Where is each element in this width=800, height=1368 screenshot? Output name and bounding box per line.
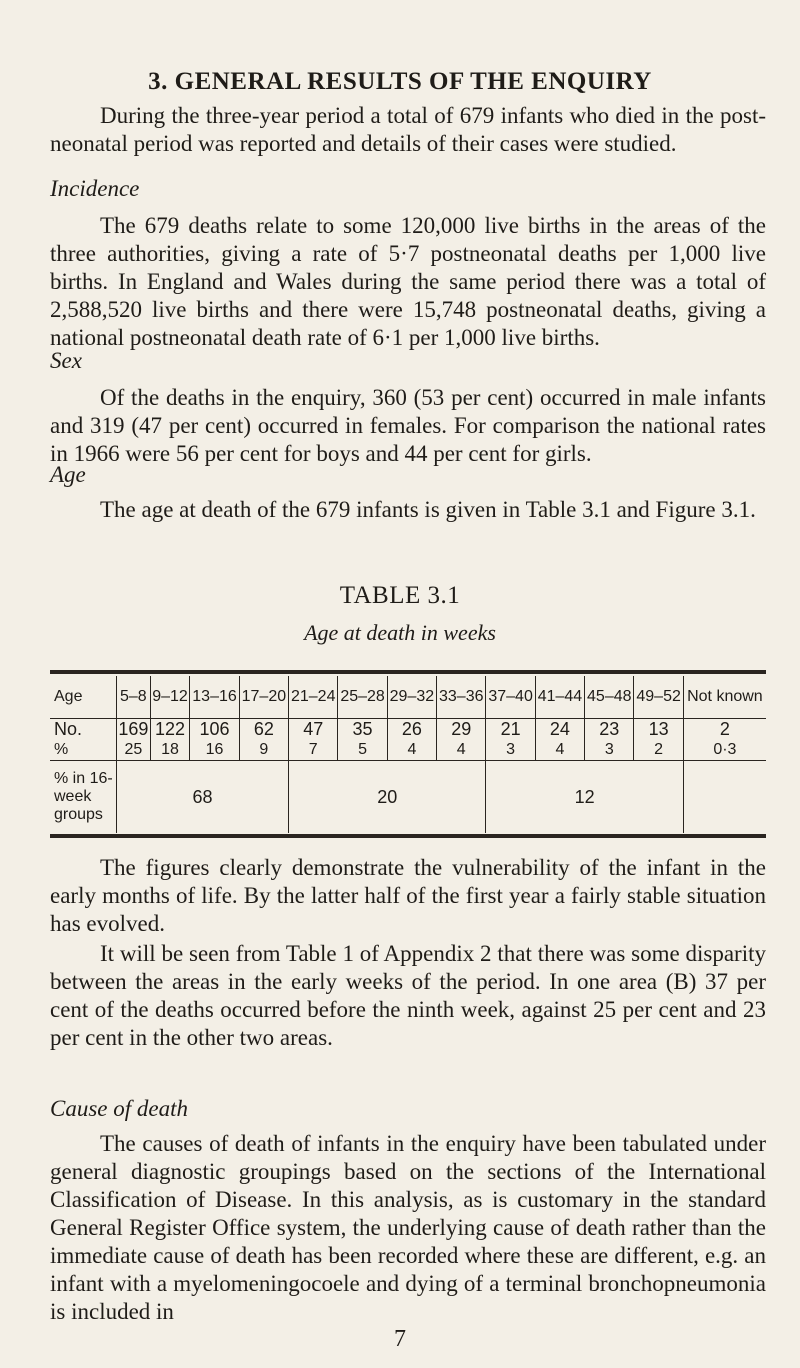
table-cell: 4 (387, 740, 436, 761)
table-cell: 16 (190, 740, 239, 761)
sex-heading: Sex (50, 348, 82, 373)
column-header: 33–36 (437, 676, 486, 719)
page-number: 7 (394, 1326, 406, 1352)
table-cell: 47 (289, 719, 338, 741)
incidence-paragraph: The 679 deaths relate to some 120,000 live births in the areas of the three authorities, giving a rate of 5·7 postneonatal deaths per 1,000 live births. In England and Wales during the same period there was a total of 2,588,520 live births and there were 15,748 postneonatal deaths, giving a national postneonatal death rate of 6·1 per 1,000 live births. (50, 213, 766, 350)
column-header: Not known (683, 676, 766, 719)
column-header: 25–28 (338, 676, 387, 719)
table-cell: 13 (634, 719, 683, 741)
column-header: 5–8 (117, 676, 151, 719)
table-cell: 25 (117, 740, 151, 761)
table-cell: 18 (150, 740, 190, 761)
row-label-pct: % (50, 740, 117, 761)
discussion-paragraph-2: It will be seen from Table 1 of Appendix 2 that there was some disparity between the areas in the early weeks of the period. In one area (B) 37 per cent of the deaths occurred before the ninth week, against 25 per cent and 23 per cent in the other two areas. (50, 941, 766, 1050)
table-cell: 26 (387, 719, 436, 741)
table-cell-empty (683, 761, 766, 834)
column-header: 9–12 (150, 676, 190, 719)
column-header: 37–40 (486, 676, 535, 719)
section-heading: 3. GENERAL RESULTS OF THE ENQUIRY (148, 68, 652, 95)
age-table-wrapper (50, 676, 766, 833)
age-at-death-table (50, 676, 766, 833)
table-cell: 7 (289, 740, 338, 761)
table-cell: 2 (683, 719, 766, 741)
row-label-no: No. (54, 719, 83, 739)
table-row-percents (50, 740, 766, 761)
cause-paragraph: The causes of death of infants in the enquiry have been tabulated under general diagnostic groupings based on the sections of the International Classification of Disease. In this analysis, as is customary in the standard General Register Office system, the underlying cause of death rather than the immediate cause of death has been recorded where these are different, e.g. an infant with a myelomeningocoele and dying of a terminal bronchopneumonia is included in (50, 1131, 766, 1324)
table-header-row (50, 676, 766, 719)
table-cell-group: 12 (486, 761, 683, 834)
intro-paragraph: During the three-year period a total of 679 infants who died in the post-neonatal period was reported and details of their cases were studied. (50, 103, 766, 156)
table-cell: 3 (585, 740, 634, 761)
discussion-paragraph-1: The figures clearly demonstrate the vulnerability of the infant in the early months of life. By the latter half of the first year a fairly stable situation has evolved. (50, 855, 766, 936)
table-subtitle: Age at death in weeks (304, 620, 496, 645)
row-label-age: Age (50, 676, 117, 719)
table-title: TABLE 3.1 (339, 582, 461, 609)
column-header: 49–52 (634, 676, 683, 719)
sex-paragraph: Of the deaths in the enquiry, 360 (53 per cent) occurred in male infants and 319 (47 per cent) occurred in females. For comparison the national rates in 1966 were 56 per cent for boys and 44 per cent for girls. (50, 385, 766, 466)
table-cell: 0·3 (683, 740, 766, 761)
table-row-groups (50, 761, 766, 834)
row-label-groups: % in 16-week groups (54, 770, 113, 823)
column-header: 45–48 (585, 676, 634, 719)
age-heading: Age (50, 462, 86, 487)
table-cell: 169 (118, 719, 149, 739)
cause-heading: Cause of death (50, 1096, 188, 1121)
table-cell: 106 (190, 719, 239, 741)
column-header: 17–20 (239, 676, 288, 719)
table-row-numbers (50, 719, 766, 741)
table-top-rule (50, 670, 766, 674)
table-cell: 24 (535, 719, 584, 741)
table-cell-group: 68 (117, 761, 289, 834)
column-header: 13–16 (190, 676, 239, 719)
table-bottom-rule (50, 834, 766, 838)
table-cell: 3 (486, 740, 535, 761)
column-header: 29–32 (387, 676, 436, 719)
column-header: 41–44 (535, 676, 584, 719)
column-header: 21–24 (289, 676, 338, 719)
table-cell: 21 (486, 719, 535, 741)
table-cell: 4 (535, 740, 584, 761)
table-cell: 122 (150, 719, 190, 741)
incidence-heading: Incidence (50, 176, 140, 201)
table-cell: 5 (338, 740, 387, 761)
table-cell: 4 (437, 740, 486, 761)
table-cell: 23 (585, 719, 634, 741)
age-paragraph: The age at death of the 679 infants is given in Table 3.1 and Figure 3.1. (100, 497, 756, 522)
table-cell: 9 (239, 740, 288, 761)
table-cell: 35 (338, 719, 387, 741)
table-cell: 62 (239, 719, 288, 741)
table-cell: 29 (437, 719, 486, 741)
table-cell: 2 (634, 740, 683, 761)
table-cell-group: 20 (289, 761, 486, 834)
